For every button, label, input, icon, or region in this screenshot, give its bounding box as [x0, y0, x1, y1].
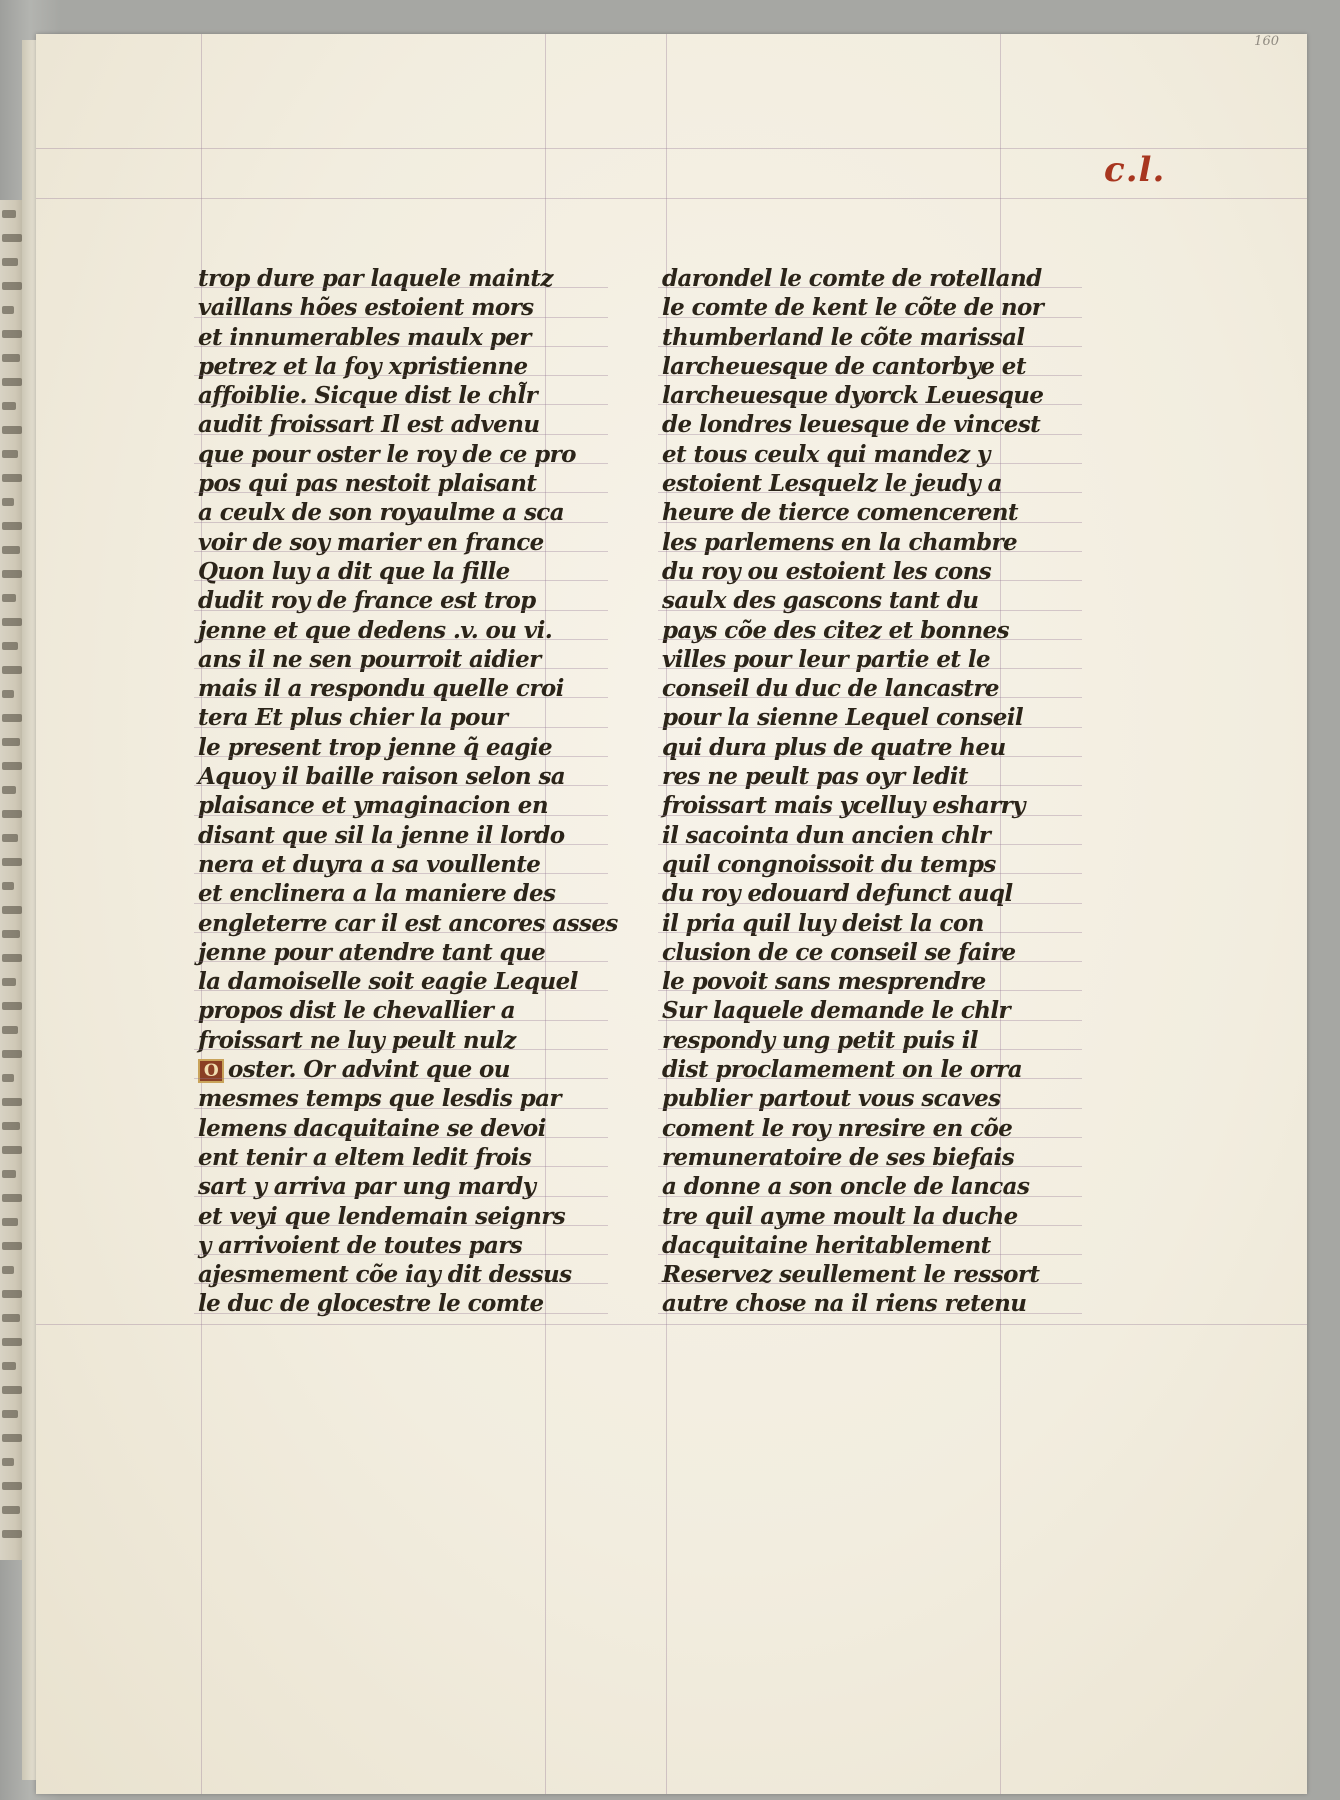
- text-line: le povoit sans mesprendre: [662, 967, 1072, 996]
- text-line: Aquoy il baille raison selon sa: [198, 762, 598, 791]
- text-line: qui dura plus de quatre heu: [662, 733, 1072, 762]
- text-line: tera Et plus chier la pour: [198, 703, 598, 732]
- decorated-initial: O: [198, 1059, 224, 1083]
- text-line: larcheuesque de cantorbye et: [662, 352, 1072, 381]
- ruling-line-horizontal: [36, 1324, 1307, 1325]
- text-line: du roy ou estoient les cons: [662, 557, 1072, 586]
- text-line: disant que sil la jenne il lordo: [198, 821, 598, 850]
- text-line: publier partout vous scaves: [662, 1084, 1072, 1113]
- text-line: pays cõe des citez et bonnes: [662, 616, 1072, 645]
- text-line: propos dist le chevallier a: [198, 996, 598, 1025]
- text-line: voir de soy marier en france: [198, 528, 598, 557]
- text-line: oster. Or advint que ou: [228, 1056, 510, 1084]
- ruling-line-horizontal: [36, 198, 1307, 199]
- text-line: clusion de ce conseil se faire: [662, 938, 1072, 967]
- text-line: quil congnoissoit du temps: [662, 850, 1072, 879]
- text-line: mais il a respondu quelle croi: [198, 674, 598, 703]
- text-line: le duc de glocestre le comte: [198, 1289, 598, 1318]
- manuscript-leaf: [36, 34, 1307, 1794]
- text-line: dudit roy de france est trop: [198, 586, 598, 615]
- text-line: froissart mais ycelluy esharry: [662, 791, 1072, 820]
- text-line: et veyi que lendemain seignrs: [198, 1202, 598, 1231]
- text-line: heure de tierce comencerent: [662, 498, 1072, 527]
- text-line: larcheuesque dyorck Leuesque: [662, 381, 1072, 410]
- text-line: pour la sienne Lequel conseil: [662, 703, 1072, 732]
- text-line: sart y arriva par ung mardy: [198, 1172, 598, 1201]
- text-line: Reservez seullement le ressort: [662, 1260, 1072, 1289]
- text-line: ent tenir a eltem ledit frois: [198, 1143, 598, 1172]
- text-line: res ne peult pas oyr ledit: [662, 762, 1072, 791]
- text-line: tre quil ayme moult la duche: [662, 1202, 1072, 1231]
- right-text-column: [662, 264, 1072, 1319]
- text-line: et innumerables maulx per: [198, 323, 598, 352]
- text-line: le comte de kent le cõte de nor: [662, 293, 1072, 322]
- text-line: il pria quil luy deist la con: [662, 909, 1072, 938]
- text-line: et enclinera a la maniere des: [198, 879, 598, 908]
- text-line: jenne et que dedens .v. ou vi.: [198, 616, 598, 645]
- text-line: autre chose na il riens retenu: [662, 1289, 1072, 1318]
- text-line: jenne pour atendre tant que: [198, 938, 598, 967]
- text-line: dacquitaine heritablement: [662, 1231, 1072, 1260]
- text-line: froissart ne luy peult nulz: [198, 1026, 598, 1055]
- text-line: darondel le comte de rotelland: [662, 264, 1072, 293]
- text-line: a ceulx de son royaulme a sca: [198, 498, 598, 527]
- text-line: ans il ne sen pourroit aidier: [198, 645, 598, 674]
- text-line: lemens dacquitaine se devoi: [198, 1114, 598, 1143]
- text-line: petrez et la foy xpristienne: [198, 352, 598, 381]
- chapter-heading: c.l.: [1104, 150, 1166, 190]
- text-line: le present trop jenne q̃ eagie: [198, 733, 598, 762]
- text-line: trop dure par laquele maintz: [198, 264, 598, 293]
- text-line: ajesmement cõe iay dit dessus: [198, 1260, 598, 1289]
- text-line: remuneratoire de ses biefais: [662, 1143, 1072, 1172]
- text-line: audit froissart Il est advenu: [198, 410, 598, 439]
- text-line-with-initial: [198, 1055, 598, 1084]
- text-line: il sacointa dun ancien chlr: [662, 821, 1072, 850]
- text-line: plaisance et ymaginacion en: [198, 791, 598, 820]
- text-line: affoiblie. Sicque dist le chl̃r: [198, 381, 598, 410]
- text-line: mesmes temps que lesdis par: [198, 1084, 598, 1113]
- text-line: de londres leuesque de vincest: [662, 410, 1072, 439]
- text-line: pos qui pas nestoit plaisant: [198, 469, 598, 498]
- text-line: du roy edouard defunct auql: [662, 879, 1072, 908]
- text-line: nera et duyra a sa voullente: [198, 850, 598, 879]
- text-line: les parlemens en la chambre: [662, 528, 1072, 557]
- left-text-column: [198, 264, 618, 1319]
- text-line: la damoiselle soit eagie Lequel: [198, 967, 598, 996]
- text-line: Quon luy a dit que la fille: [198, 557, 598, 586]
- text-line: engleterre car il est ancores asses: [198, 909, 618, 937]
- text-line: y arrivoient de toutes pars: [198, 1231, 598, 1260]
- text-line: villes pour leur partie et le: [662, 645, 1072, 674]
- text-line: a donne a son oncle de lancas: [662, 1172, 1072, 1201]
- text-line: conseil du duc de lancastre: [662, 674, 1072, 703]
- text-line: vaillans hões estoient mors: [198, 293, 598, 322]
- text-line: et tous ceulx qui mandez y: [662, 440, 1072, 469]
- text-line: saulx des gascons tant du: [662, 586, 1072, 615]
- text-line: coment le roy nresire en cõe: [662, 1114, 1072, 1143]
- text-line: respondy ung petit puis il: [662, 1026, 1072, 1055]
- text-line: estoient Lesquelz le jeudy a: [662, 469, 1072, 498]
- text-line: Sur laquele demande le chlr: [662, 996, 1072, 1025]
- text-line: dist proclamement on le orra: [662, 1055, 1072, 1084]
- ruling-line-horizontal: [36, 148, 1307, 149]
- text-line: que pour oster le roy de ce pro: [198, 440, 598, 469]
- text-line: thumberland le cõte marissal: [662, 323, 1072, 352]
- folio-number: 160: [1254, 34, 1279, 49]
